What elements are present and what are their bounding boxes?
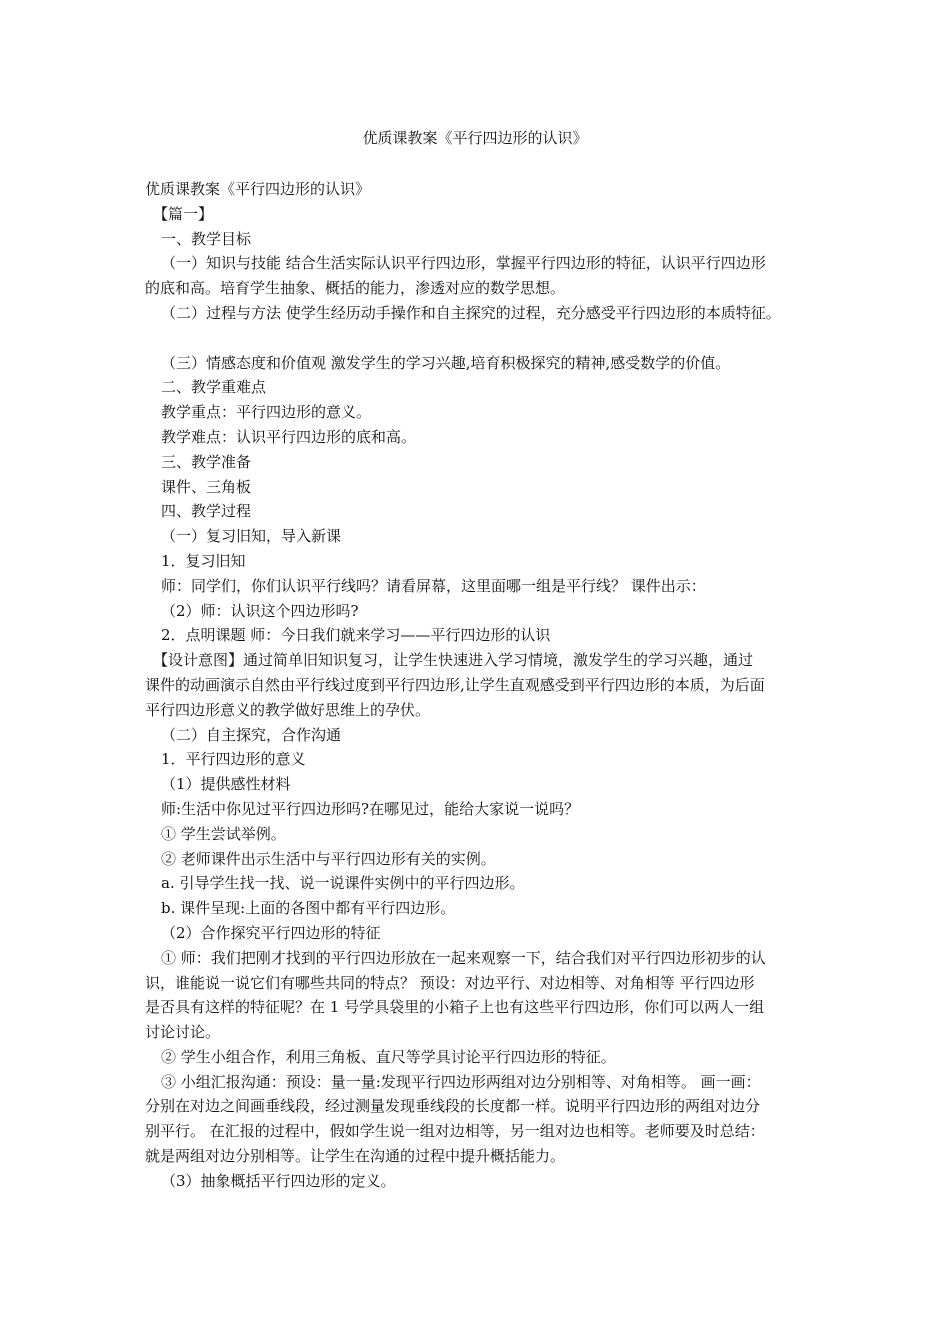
paragraph-line: （三）情感态度和价值观 激发学生的学习兴趣,培育积极探究的精神,感受数学的价值。 (161, 353, 731, 372)
paragraph-line: ② 学生小组合作，利用三角板、直尺等学具讨论平行四边形的特征。 (161, 1047, 616, 1066)
paragraph-line: 三、教学准备 (161, 452, 252, 471)
paragraph-line: 1．复习旧知 (161, 551, 246, 570)
paragraph-line: 课件的动画演示自然由平行线过度到平行四边形,让学生直观感受到平行四边形的本质，为后面 (145, 675, 765, 694)
paragraph-line: 2．点明课题 师：今日我们就来学习——平行四边形的认识 (161, 626, 551, 645)
paragraph-line: 就是两组对边分别相等。让学生在沟通的过程中提升概括能力。 (145, 1147, 566, 1166)
paragraph-line: 四、教学过程 (161, 502, 252, 521)
paragraph-line: （1）提供感性材料 (161, 775, 291, 794)
doc-heading: 优质课教案《平行四边形的认识》 (145, 180, 371, 198)
paragraph-line: 一、教学目标 (161, 229, 252, 248)
blank-line (145, 326, 820, 351)
paragraph-line: （一）知识与技能 结合生活实际认识平行四边形，掌握平行四边形的特征，认识平行四边形 (161, 254, 766, 273)
paragraph-line: 讨论讨论。 (145, 1023, 221, 1042)
paragraph-line: a. 引导学生找一找、说一说课件实例中的平行四边形。 (161, 874, 525, 893)
paragraph-line: 师：同学们，你们认识平行线吗？请看屏幕，这里面哪一组是平行线？ 课件出示： (161, 576, 706, 595)
paragraph-line: 师:生活中你见过平行四边形吗?在哪见过，能给大家说一说吗？ (161, 799, 580, 818)
paragraph-line: 是否具有这样的特征呢？在 1 号学具袋里的小箱子上也有这些平行四边形，你们可以两人一组 (145, 998, 765, 1017)
paragraph-line: （3）抽象概括平行四边形的定义。 (161, 1171, 396, 1190)
paragraph-line: b. 课件呈现:上面的各图中都有平行四边形。 (161, 899, 456, 918)
paragraph-line: （2）师：认识这个四边形吗? (161, 601, 359, 620)
paragraph-line: 平行四边形意义的教学做好思维上的孕伏。 (145, 700, 431, 719)
paragraph-line: ① 学生尝试举例。 (161, 824, 286, 843)
paragraph-line: ① 师：我们把刚才找到的平行四边形放在一起来观察一下，结合我们对平行四边形初步的认 (161, 948, 766, 967)
paragraph-line: （二）自主探究，合作沟通 (161, 725, 342, 744)
paragraph-line: 【设计意图】通过简单旧知识复习，让学生快速进入学习情境，激发学生的学习兴趣，通过 (153, 651, 754, 670)
paragraph-line: （一）复习旧知，导入新课 (161, 527, 342, 546)
paragraph-line: 的底和高。培育学生抽象、概括的能力，渗透对应的数学思想。 (145, 279, 566, 298)
paragraph-line: ③ 小组汇报沟通：预设：量一量:发现平行四边形两组对边分别相等、对角相等。 画一画： (161, 1072, 761, 1091)
paragraph-line: （二）过程与方法 使学生经历动手操作和自主探究的过程，充分感受平行四边形的本质特征。 (161, 303, 781, 322)
paragraph-line: 识，谁能说一说它们有哪些共同的特点？ 预设：对边平行、对边相等、对角相等 平行四边形 (145, 973, 755, 992)
section-label: 【篇一】 (153, 204, 214, 223)
paragraph-line: 课件、三角板 (161, 477, 252, 496)
document-body (145, 177, 820, 1194)
paragraph-line: 别平行。 在汇报的过程中，假如学生说一组对边相等，另一组对边也相等。老师要及时总结： (145, 1122, 765, 1141)
paragraph-line: （2）合作探究平行四边形的特征 (161, 923, 381, 942)
paragraph-line: 教学重点：平行四边形的意义。 (161, 403, 372, 422)
paragraph-line: ② 老师课件出示生活中与平行四边形有关的实例。 (161, 849, 496, 868)
paragraph-line: 教学难点：认识平行四边形的底和高。 (161, 427, 417, 446)
paragraph-line: 二、教学重难点 (161, 378, 267, 397)
paragraph-line: 分别在对边之间画垂线段，经过测量发现垂线段的长度都一样。说明平行四边形的两组对边分 (145, 1097, 761, 1116)
page-title: 优质课教案《平行四边形的认识》 (362, 129, 588, 147)
paragraph-line: 1．平行四边形的意义 (161, 750, 306, 769)
